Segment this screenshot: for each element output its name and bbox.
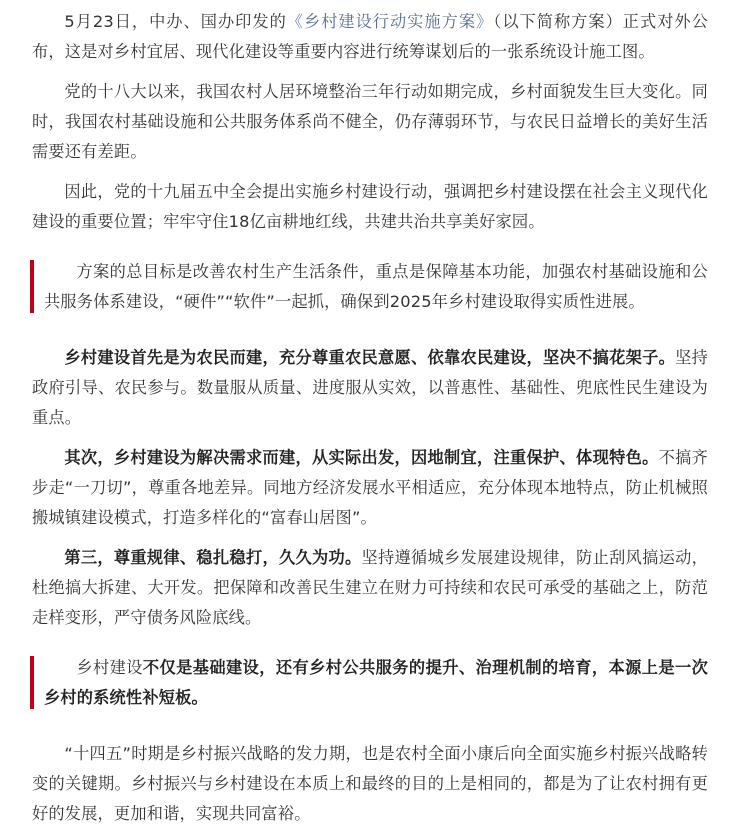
- paragraph-second-principle: [32, 443, 708, 533]
- intro-text-pre: 5月23日，中办、国办印发的: [64, 12, 287, 31]
- third-principle-rest: 坚持遵循城乡发展建设规律，防止刮风搞运动，杜绝搞大拆建、大开发。把保障和改善民生建立在财力可持续和农民可承受的基础之上，防范走样变形，严守债务风险底线。: [32, 548, 708, 627]
- quote-system-pre: 乡村建设: [76, 658, 143, 677]
- quote-goal-text: 方案的总目标是改善农村生产生活条件，重点是保障基本功能，加强农村基础设施和公共服务体系建设，“硬件”“软件”一起抓，确保到2025年乡村建设取得实质性进展。: [44, 262, 708, 311]
- first-principle-rest: 坚持政府引导、农民参与。数量服从质量、进度服从实效，以普惠性、基础性、兜底性民生建设为重点。: [32, 348, 708, 427]
- second-principle-bold: 其次，乡村建设为解决需求而建，从实际出发，因地制宜，注重保护、体现特色。: [64, 448, 659, 467]
- second-principle-rest: 不搞齐步走“一刀切”，尊重各地差异。同地方经济发展水平相适应，充分体现本地特点，防止机械照搬城镇建设模式，打造多样化的“富春山居图”。: [32, 448, 708, 527]
- quote-system-bold: 不仅是基础建设，还有乡村公共服务的提升、治理机制的培育，本源上是一次乡村的系统性补短板。: [44, 658, 708, 707]
- first-principle-bold: 乡村建设首先是为农民而建，充分尊重农民意愿、依靠农民建设，坚决不搞花架子。: [64, 348, 676, 367]
- paragraph-plenary: 因此，党的十九届五中全会提出实施乡村建设行动，强调把乡村建设摆在社会主义现代化建设的重要位置；牢牢守住18亿亩耕地红线，共建共治共享美好家园。: [32, 182, 708, 231]
- plan-title-link[interactable]: 《乡村建设行动实施方案》: [286, 12, 494, 31]
- paragraph-five-year-plan: “十四五”时期是乡村振兴战略的发力期，也是农村全面小康后向全面实施乡村振兴战略转变的关键期。乡村振兴与乡村建设在本质上和最终的目的上是相同的，都是为了让农村拥有更好的发展，更加和谐，实现共同富裕。: [32, 744, 708, 823]
- paragraph-intro: [32, 7, 708, 67]
- quote-block-goal: [32, 257, 708, 317]
- quote-block-system: [32, 653, 708, 713]
- paragraph-first-principle: [32, 343, 708, 433]
- third-principle-bold: 第三，尊重规律、稳扎稳打，久久为功。: [64, 548, 362, 567]
- intro-text-post: （以下简称方案）正式对外公布，这是对乡村宜居、现代化建设等重要内容进行统筹谋划后的一张系统设计施工图。: [32, 12, 708, 61]
- quote-system-text: [44, 653, 708, 713]
- paragraph-background: 党的十八大以来，我国农村人居环境整治三年行动如期完成，乡村面貌发生巨大变化。同时，我国农村基础设施和公共服务体系尚不健全，仍存薄弱环节，与农民日益增长的美好生活需要还有差距。: [32, 82, 708, 161]
- paragraph-third-principle: [32, 543, 708, 633]
